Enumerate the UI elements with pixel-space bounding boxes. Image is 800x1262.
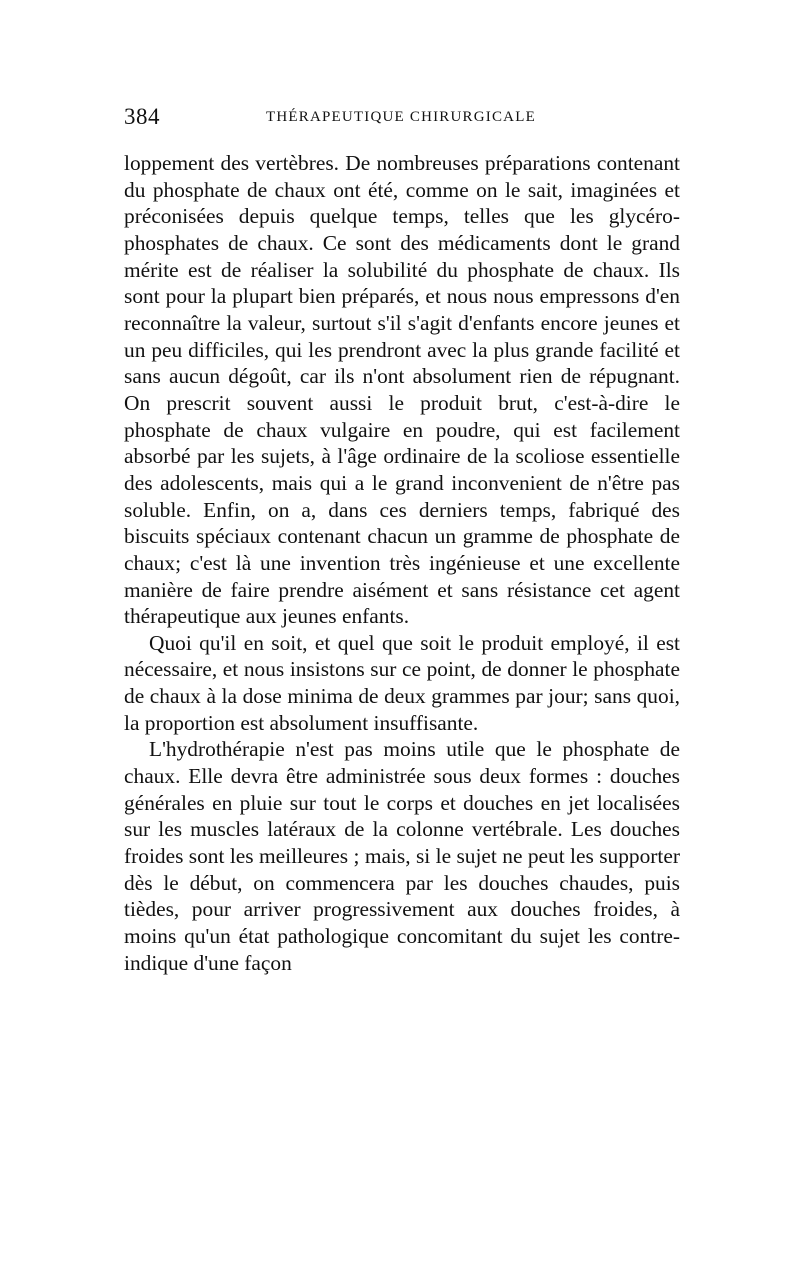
paragraph-phosphate-preparations: loppement des vertèbres. De nombreuses préparations contenant du phosphate de chaux ont été, comme on le sait, imaginées et préconisées depuis quelque temps, telles que les glycéro-phosphates de chaux. Ce sont des médicaments dont le grand mérite est de réaliser la solubilité du phosphate de chaux. Ils sont pour la plupart bien préparés, et nous nous empressons d'en reconnaître la valeur, surtout s'il s'agit d'enfants encore jeunes et un peu difficiles, qui les prendront avec la plus grande facilité et sans aucun dégoût, car ils n'ont absolument rien de répugnant. On prescrit souvent aussi le produit brut, c'est-à-dire le phosphate de chaux vulgaire en poudre, qui est facilement absorbé par les sujets, à l'âge ordinaire de la scoliose essentielle des adolescents, mais qui a le grand inconvenient de n'être pas soluble. Enfin, on a, dans ces derniers temps, fabriqué des biscuits spéciaux contenant chacun un gramme de phosphate de chaux; c'est là une invention très ingénieuse et une excellente manière de faire prendre aisément et sans résistance cet agent thérapeutique aux jeunes enfants. <box>124 151 680 629</box>
page-header <box>124 104 680 134</box>
running-title: THÉRAPEUTIQUE CHIRURGICALE <box>266 109 536 125</box>
body-text <box>124 150 680 976</box>
paragraph-hydrotherapy: L'hydrothérapie n'est pas moins utile que le phosphate de chaux. Elle devra être administrée sous deux formes : douches générales en pluie sur tout le corps et douches en jet localisées sur les muscles latéraux de la colonne vertébrale. Les douches froides sont les meilleures ; mais, si le sujet ne peut les supporter dès le début, on commencera par les douches chaudes, puis tièdes, pour arriver progressivement aux douches froides, à moins qu'un état pathologique concomitant du sujet les contre-indique d'une façon <box>124 737 680 975</box>
page-number: 384 <box>124 104 160 129</box>
paragraph-dosage: Quoi qu'il en soit, et quel que soit le produit employé, il est nécessaire, et nous insistons sur ce point, de donner le phosphate de chaux à la dose minima de deux grammes par jour; sans quoi, la proportion est absolument insuffisante. <box>124 630 680 735</box>
